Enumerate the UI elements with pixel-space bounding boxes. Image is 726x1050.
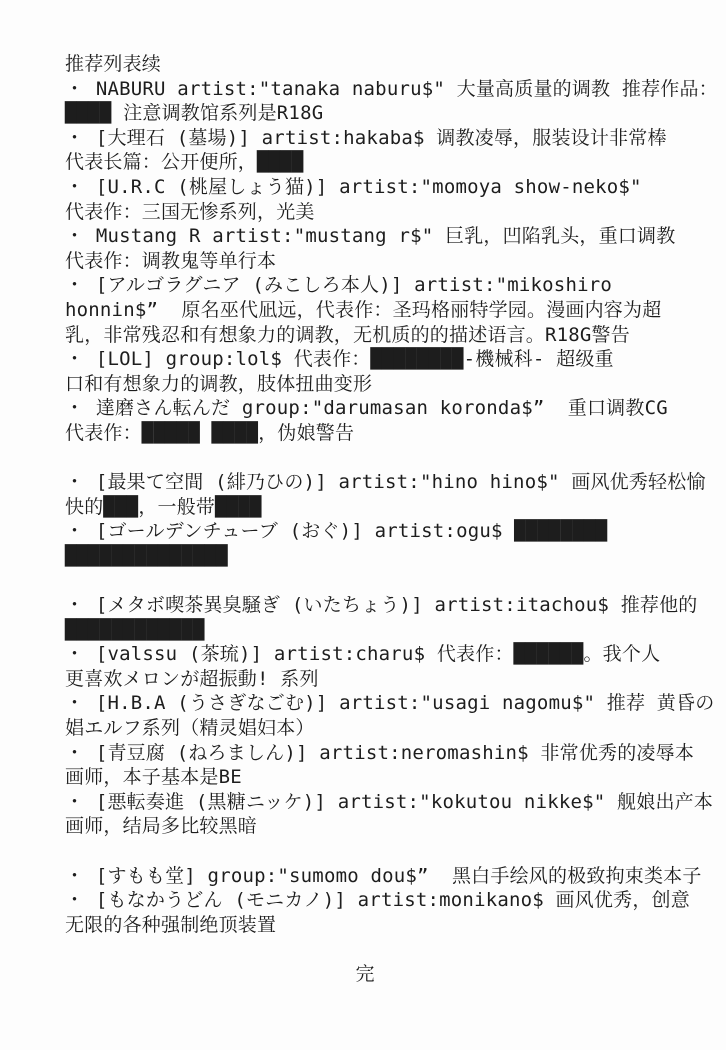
text-line: ・ [悪転奏進 (黒糖ニッケ)] artist:"kokutou nikke$" 舰娘出产本 [65, 790, 714, 813]
text-line: ████ 注意调教馆系列是R18G [65, 102, 324, 125]
text-line [65, 568, 670, 593]
text-line: 代表作：调教鬼等单行本 [65, 249, 277, 272]
text-line: ・ [LOL] group:lol$ 代表作：████████-機械科- 超级重 [65, 348, 614, 371]
text-line [65, 937, 670, 962]
text-line: 快的███，一般带████ [65, 495, 262, 518]
text-line: ・ [U.R.C (桃屋しょう猫)] artist:"momoya show-neko$" [65, 175, 642, 198]
text-line: ・ [ゴールデンチューブ (おぐ)] artist:ogu$ ████████ [65, 520, 608, 543]
text-line: ・ [H.B.A (うさぎなごむ)] artist:"usagi nagomu$" 推荐 黄昏の [65, 692, 715, 715]
text-line: ・ Mustang R artist:"mustang r$" 巨乳，凹陷乳头，重口调教 [65, 225, 676, 248]
text-line: 画师，本子基本是BE [65, 766, 242, 789]
text-line: ・ [もなかうどん (モニカノ)] artist:monikano$ 画风优秀，创意 [65, 889, 690, 912]
text-line: ・ [大理石 (墓場)] artist:hakaba$ 调教凌辱，服装设计非常棒 [65, 126, 667, 149]
text-line: ・ NABURU artist:"tanaka naburu$" 大量高质量的调教 推荐作品： [65, 77, 718, 100]
text-line: ・ [青豆腐 (ねろましん)] artist:neromashin$ 非常优秀的凌辱本 [65, 741, 695, 764]
text-line: honnin$” 原名巫代凪远，代表作：圣玛格丽特学园。漫画内容为超 [65, 298, 662, 321]
text-line: 代表长篇：公开便所，████ [65, 151, 304, 174]
text-line: ████████████ [65, 618, 205, 641]
text-line: 画师，结局多比较黑暗 [65, 815, 258, 838]
text-lines [65, 52, 718, 962]
text-line: 无限的各种强制绝顶装置 [65, 913, 277, 936]
text-line: 口和有想象力的调教，肢体扭曲变形 [65, 372, 373, 395]
text-line: ・ 達磨さん転んだ group:"darumasan koronda$” 重口调教CG [65, 397, 668, 420]
text-line: 乳，非常残忍和有想象力的调教，无机质的的描述语言。R18G警告 [65, 323, 630, 346]
text-line [65, 446, 670, 471]
end-marker: 完 [355, 962, 375, 985]
text-line: ・ [メタボ喫茶異臭騒ぎ (いたちょう)] artist:itachou$ 推荐他的 [65, 594, 698, 617]
page-heading: 推荐列表续 [65, 53, 162, 75]
text-line [65, 839, 670, 864]
text-line: ██████████████ [65, 544, 228, 567]
text-line: ・ [アルゴラグニア (みこしろ本人)] artist:"mikoshiro [65, 274, 612, 297]
text-line: 娼エルフ系列（精灵娼妇本） [65, 717, 315, 740]
text-line: ・ [すもも堂] group:"sumomo dou$” 黑白手绘风的极致拘束类本子 [65, 864, 702, 887]
text-line: ・ [最果て空間 (緋乃ひの)] artist:"hino hino$" 画风优秀轻松愉 [65, 471, 706, 494]
text-line: 代表作：█████ ████，伪娘警告 [65, 421, 355, 444]
text-line: 更喜欢メロンが超振動! 系列 [65, 667, 319, 690]
text-line: 代表作：三国无惨系列，光美 [65, 200, 315, 223]
text-line: ・ [valssu (茶琉)] artist:charu$ 代表作：██████。我个人 [65, 643, 661, 666]
